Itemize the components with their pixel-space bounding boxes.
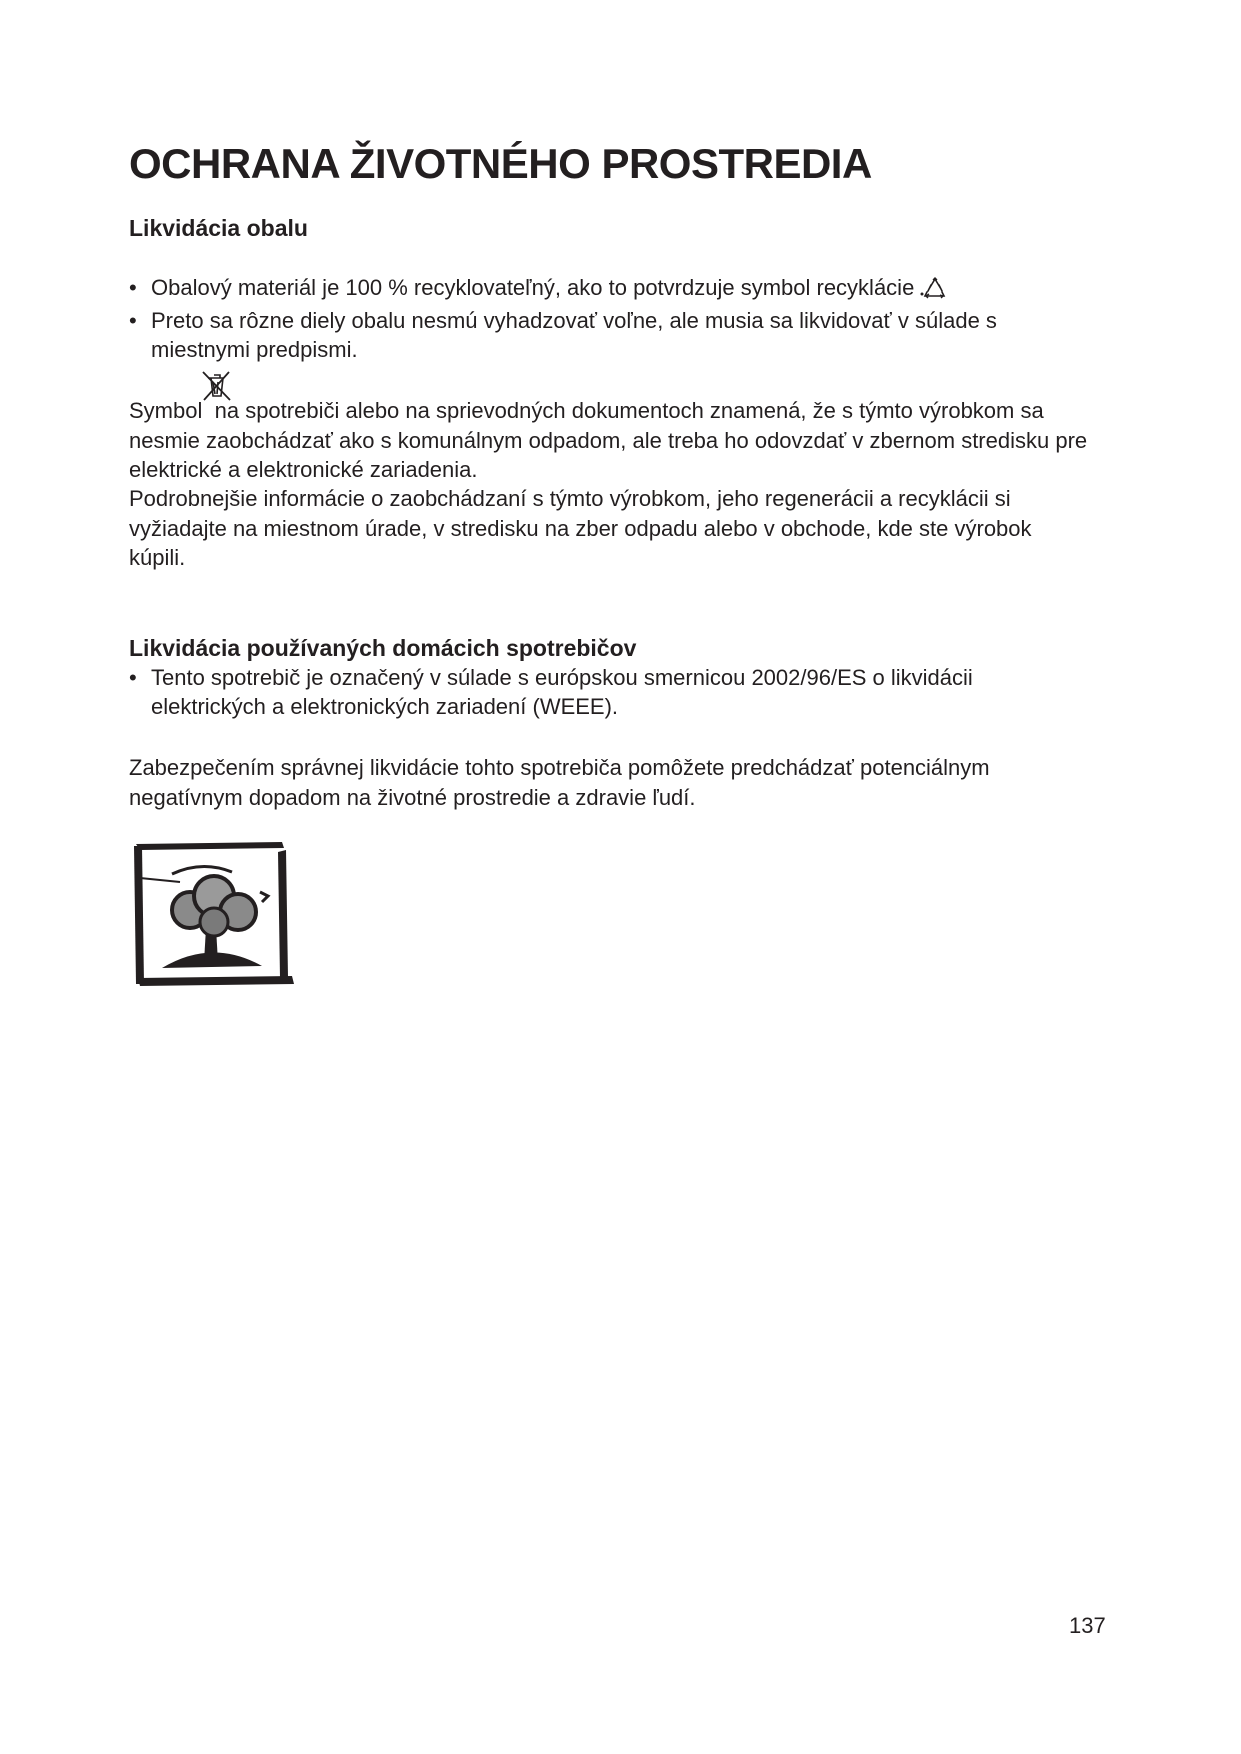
bullet-text: Preto sa rôzne diely obalu nesmú vyhadzovať voľne, ale musia sa likvidovať v súlade s miestnymi predpismi. <box>151 308 997 362</box>
section-heading-appliances: Likvidácia používaných domácich spotrebičov <box>129 635 637 661</box>
page-title: OCHRANA ŽIVOTNÉHO PROSTREDIA <box>129 140 872 187</box>
list-item <box>129 306 1071 364</box>
bullet-text: Obalový materiál je 100 % recyklovateľný, ako to potvrdzuje symbol recyklácie <box>151 275 915 300</box>
recycle-icon <box>920 277 950 306</box>
bullet-text: Tento spotrebič je označený v súlade s európskou smernicou 2002/96/ES o likvidácii elektrických a elektronických zariadení (WEEE). <box>151 665 973 719</box>
list-item <box>129 273 1071 306</box>
symbol-word: Symbol <box>129 398 203 423</box>
list-item <box>129 663 1071 721</box>
info-paragraph: Podrobnejšie informácie o zaobchádzaní s týmto výrobkom, jeho regenerácii a recyklácii si vyžiadajte na miestnom úrade, v stredisku na zber odpadu alebo v obchode, kde ste výrobok kúpili. <box>129 486 1032 570</box>
weee-paragraph <box>129 396 1089 485</box>
tree-environment-logo <box>132 838 298 990</box>
section-heading-packaging: Likvidácia obalu <box>129 215 308 241</box>
packaging-bullet-list <box>129 273 1071 364</box>
appliances-bullet-list <box>129 663 1071 721</box>
disposal-paragraph: Zabezpečením správnej likvidácie tohto spotrebiča pomôžete predchádzať potenciálnym negatívnym dopadom na životné prostredie a zdravie ľudí. <box>129 755 990 810</box>
page-number: 137 <box>1069 1613 1106 1638</box>
crossed-out-bin-icon <box>200 370 232 412</box>
weee-paragraph-text: na spotrebiči alebo na sprievodných dokumentoch znamená, že s týmto výrobkom sa nesmie zaobchádzať ako s komunálnym odpadom, ale treba ho odovzdať v zbernom stredisku pre elektrické a elektronické zariadenia. <box>129 398 1088 482</box>
